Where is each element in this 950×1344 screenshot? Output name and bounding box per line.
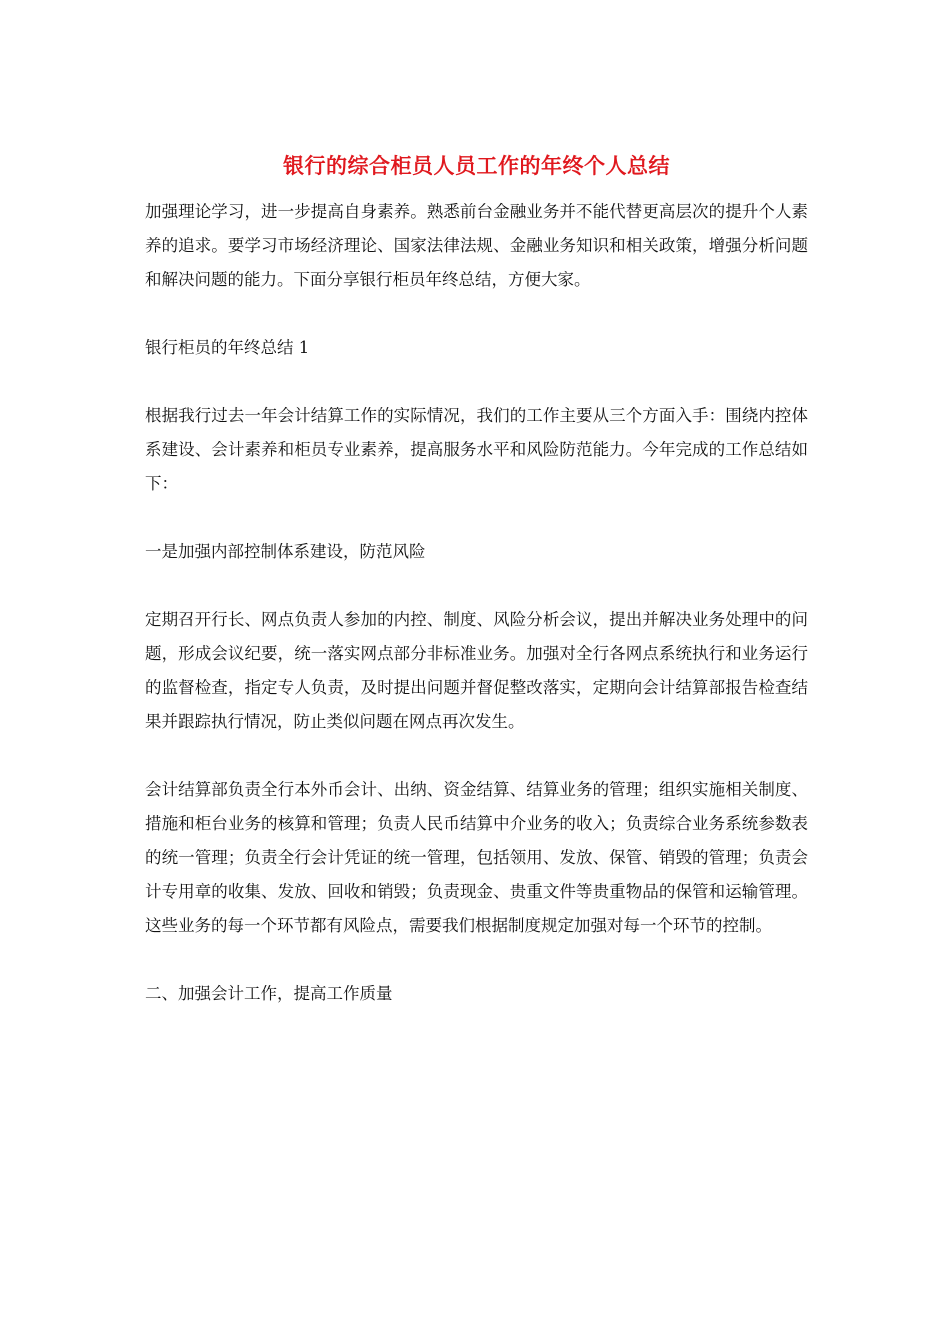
document-title: 银行的综合柜员人员工作的年终个人总结 <box>283 154 670 178</box>
paragraph-spacer <box>145 943 808 977</box>
paragraph-spacer <box>145 365 808 399</box>
body-paragraph-2: 定期召开行长、网点负责人参加的内控、制度、风险分析会议，提出并解决业务处理中的问题，形成会议纪要，统一落实网点部分非标准业务。加强对全行各网点系统执行和业务运行的监督检查，指定专人负责，及时提出问题并督促整改落实，定期向会计结算部报告检查结果并跟踪执行情况，防止类似问题在网点再次发生。 <box>145 610 808 731</box>
point-heading-1: 一是加强内部控制体系建设，防范风险 <box>145 542 426 561</box>
body-paragraph-3: 会计结算部负责全行本外币会计、出纳、资金结算、结算业务的管理；组织实施相关制度、措施和柜台业务的核算和管理；负责人民币结算中介业务的收入；负责综合业务系统参数表的统一管理；负责全行会计凭证的统一管理，包括领用、发放、保管、销毁的管理；负责会计专用章的收集、发放、回收和销毁；负责现金、贵重文件等贵重物品的保管和运输管理。这些业务的每一个环节都有风险点，需要我们根据制度规定加强对每一个环节的控制。 <box>145 780 808 935</box>
point-heading-2: 二、加强会计工作，提高工作质量 <box>145 984 393 1003</box>
intro-paragraph: 加强理论学习，进一步提高自身素养。熟悉前台金融业务并不能代替更高层次的提升个人素养的追求。要学习市场经济理论、国家法律法规、金融业务知识和相关政策，增强分析问题和解决问题的能力。下面分享银行柜员年终总结，方便大家。 <box>145 202 808 289</box>
body-paragraph-1: 根据我行过去一年会计结算工作的实际情况，我们的工作主要从三个方面入手：围绕内控体系建设、会计素养和柜员专业素养，提高服务水平和风险防范能力。今年完成的工作总结如下： <box>145 406 808 493</box>
paragraph-spacer <box>145 501 808 535</box>
paragraph-spacer <box>145 297 808 331</box>
paragraph-spacer <box>145 569 808 603</box>
section-heading-1: 银行柜员的年终总结 1 <box>145 338 310 357</box>
paragraph-spacer <box>145 739 808 773</box>
